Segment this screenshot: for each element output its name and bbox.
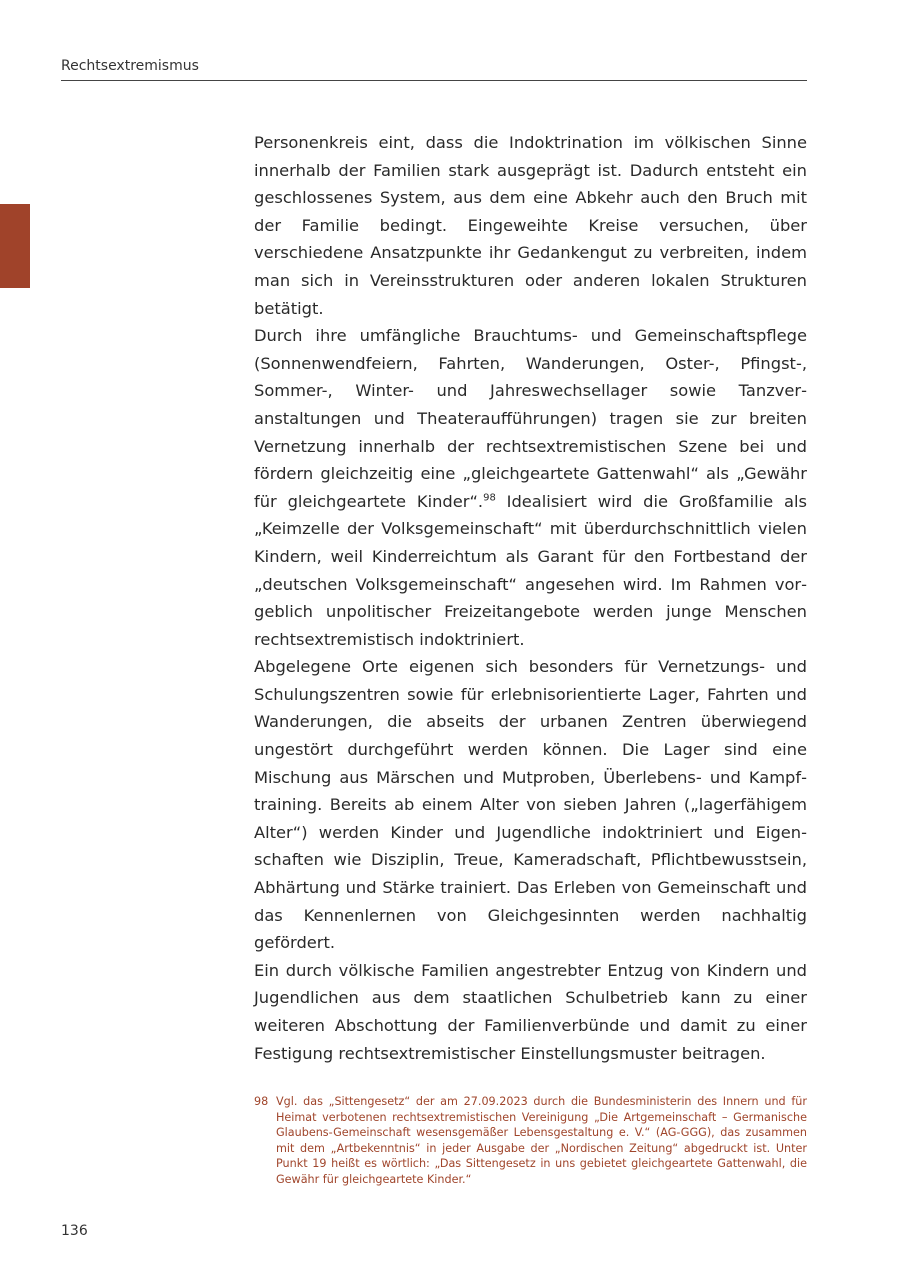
body-text — [254, 129, 807, 1067]
paragraph-2-part-2: Idealisiert wird die Großfamilie als „Keimzelle der Volksgemeinschaft“ mit überdurchschnittlich vielen Kindern, weil Kinderreichtum als Garant für den Fortbestand der „deutschen Volksgemeinschaft“ angesehen wird. Im Rahmen vorgeblich unpolitischer Freizeitangebote werden junge Menschen rechtsextremistisch indoktriniert. — [254, 491, 808, 649]
footnote-number: 98 — [254, 1095, 269, 1108]
paragraph-2 — [254, 322, 807, 653]
footnote-98 — [254, 1094, 807, 1187]
paragraph-4: Ein durch völkische Familien angestrebter Entzug von Kindern und Jugendlichen aus dem staatlichen Schulbetrieb kann zu einer weiteren Abschottung der Familienverbünde und damit zu einer Festigung rechtsextremistischer Einstellungsmuster beitragen. — [254, 960, 807, 1063]
chapter-marker-tab — [0, 204, 30, 288]
running-header: Rechtsextremismus — [61, 58, 807, 81]
footnote-reference-98[interactable]: 98 — [483, 492, 496, 504]
paragraph-1: Personenkreis eint, dass die Indoktrination im völkischen Sinne innerhalb der Familien stark ausgeprägt ist. Dadurch entsteht ein geschlossenes System, aus dem eine Abkehr auch den Bruch mit der Familie bedingt. Eingeweihte Kreise versuchen, über verschiedene Ansatzpunkte ihr Gedankengut zu verbreiten, indem man sich in Vereinsstrukturen oder anderen lokalen Strukturen betätigt. — [254, 133, 807, 318]
paragraph-2-part-1: Durch ihre umfängliche Brauchtums- und Gemeinschaftspflege (Sonnenwendfeiern, Fahrten, Wanderungen, Oster-, Pfingst-, Sommer-, Winter- und Jahreswechsellager sowie Tanzveranstaltungen und Theateraufführungen) tragen sie zur breiten Vernetzung innerhalb der rechtsextremistischen Szene bei und fördern gleichzeitig eine „gleichgeartete Gattenwahl“ als „Gewähr für gleichgeartete Kinder“. — [254, 326, 807, 511]
page-number: 136 — [61, 1223, 88, 1239]
footnote-text: Vgl. das „Sittengesetz“ der am 27.09.2023 durch die Bundesministerin des Innern und für Heimat verbotenen rechtsextremistischen Vereinigung „Die Artgemeinschaft – Germanische Glaubens-Gemeinschaft wesensgemäßer Lebensgestaltung e. V.“ (AG-GGG), das zusammen mit dem „Artbekenntnis“ in jeder Ausgabe der „Nordischen Zeitung“ abgedruckt ist. Unter Punkt 19 heißt es wörtlich: „Das Sittengesetz in uns gebietet gleichgeartete Gattenwahl, die Gewähr für gleichgeartete Kinder.“ — [276, 1095, 807, 1186]
paragraph-3: Abgelegene Orte eigenen sich besonders für Vernetzungs- und Schulungszentren sowie für erlebnisorientierte Lager, Fahrten und Wanderungen, die abseits der urbanen Zentren überwiegend ungestört durchgeführt werden können. Die Lager sind eine Mischung aus Märschen und Mutproben, Überlebens- und Kampftraining. Bereits ab einem Alter von sieben Jahren („lagerfähigem Alter“) werden Kinder und Jugendliche indoktriniert und Eigenschaften wie Disziplin, Treue, Kameradschaft, Pflichtbewusstsein, Abhärtung und Stärke trainiert. Das Erleben von Gemeinschaft und das Kennenlernen von Gleichgesinnten werden nachhaltig gefördert. — [254, 657, 807, 953]
